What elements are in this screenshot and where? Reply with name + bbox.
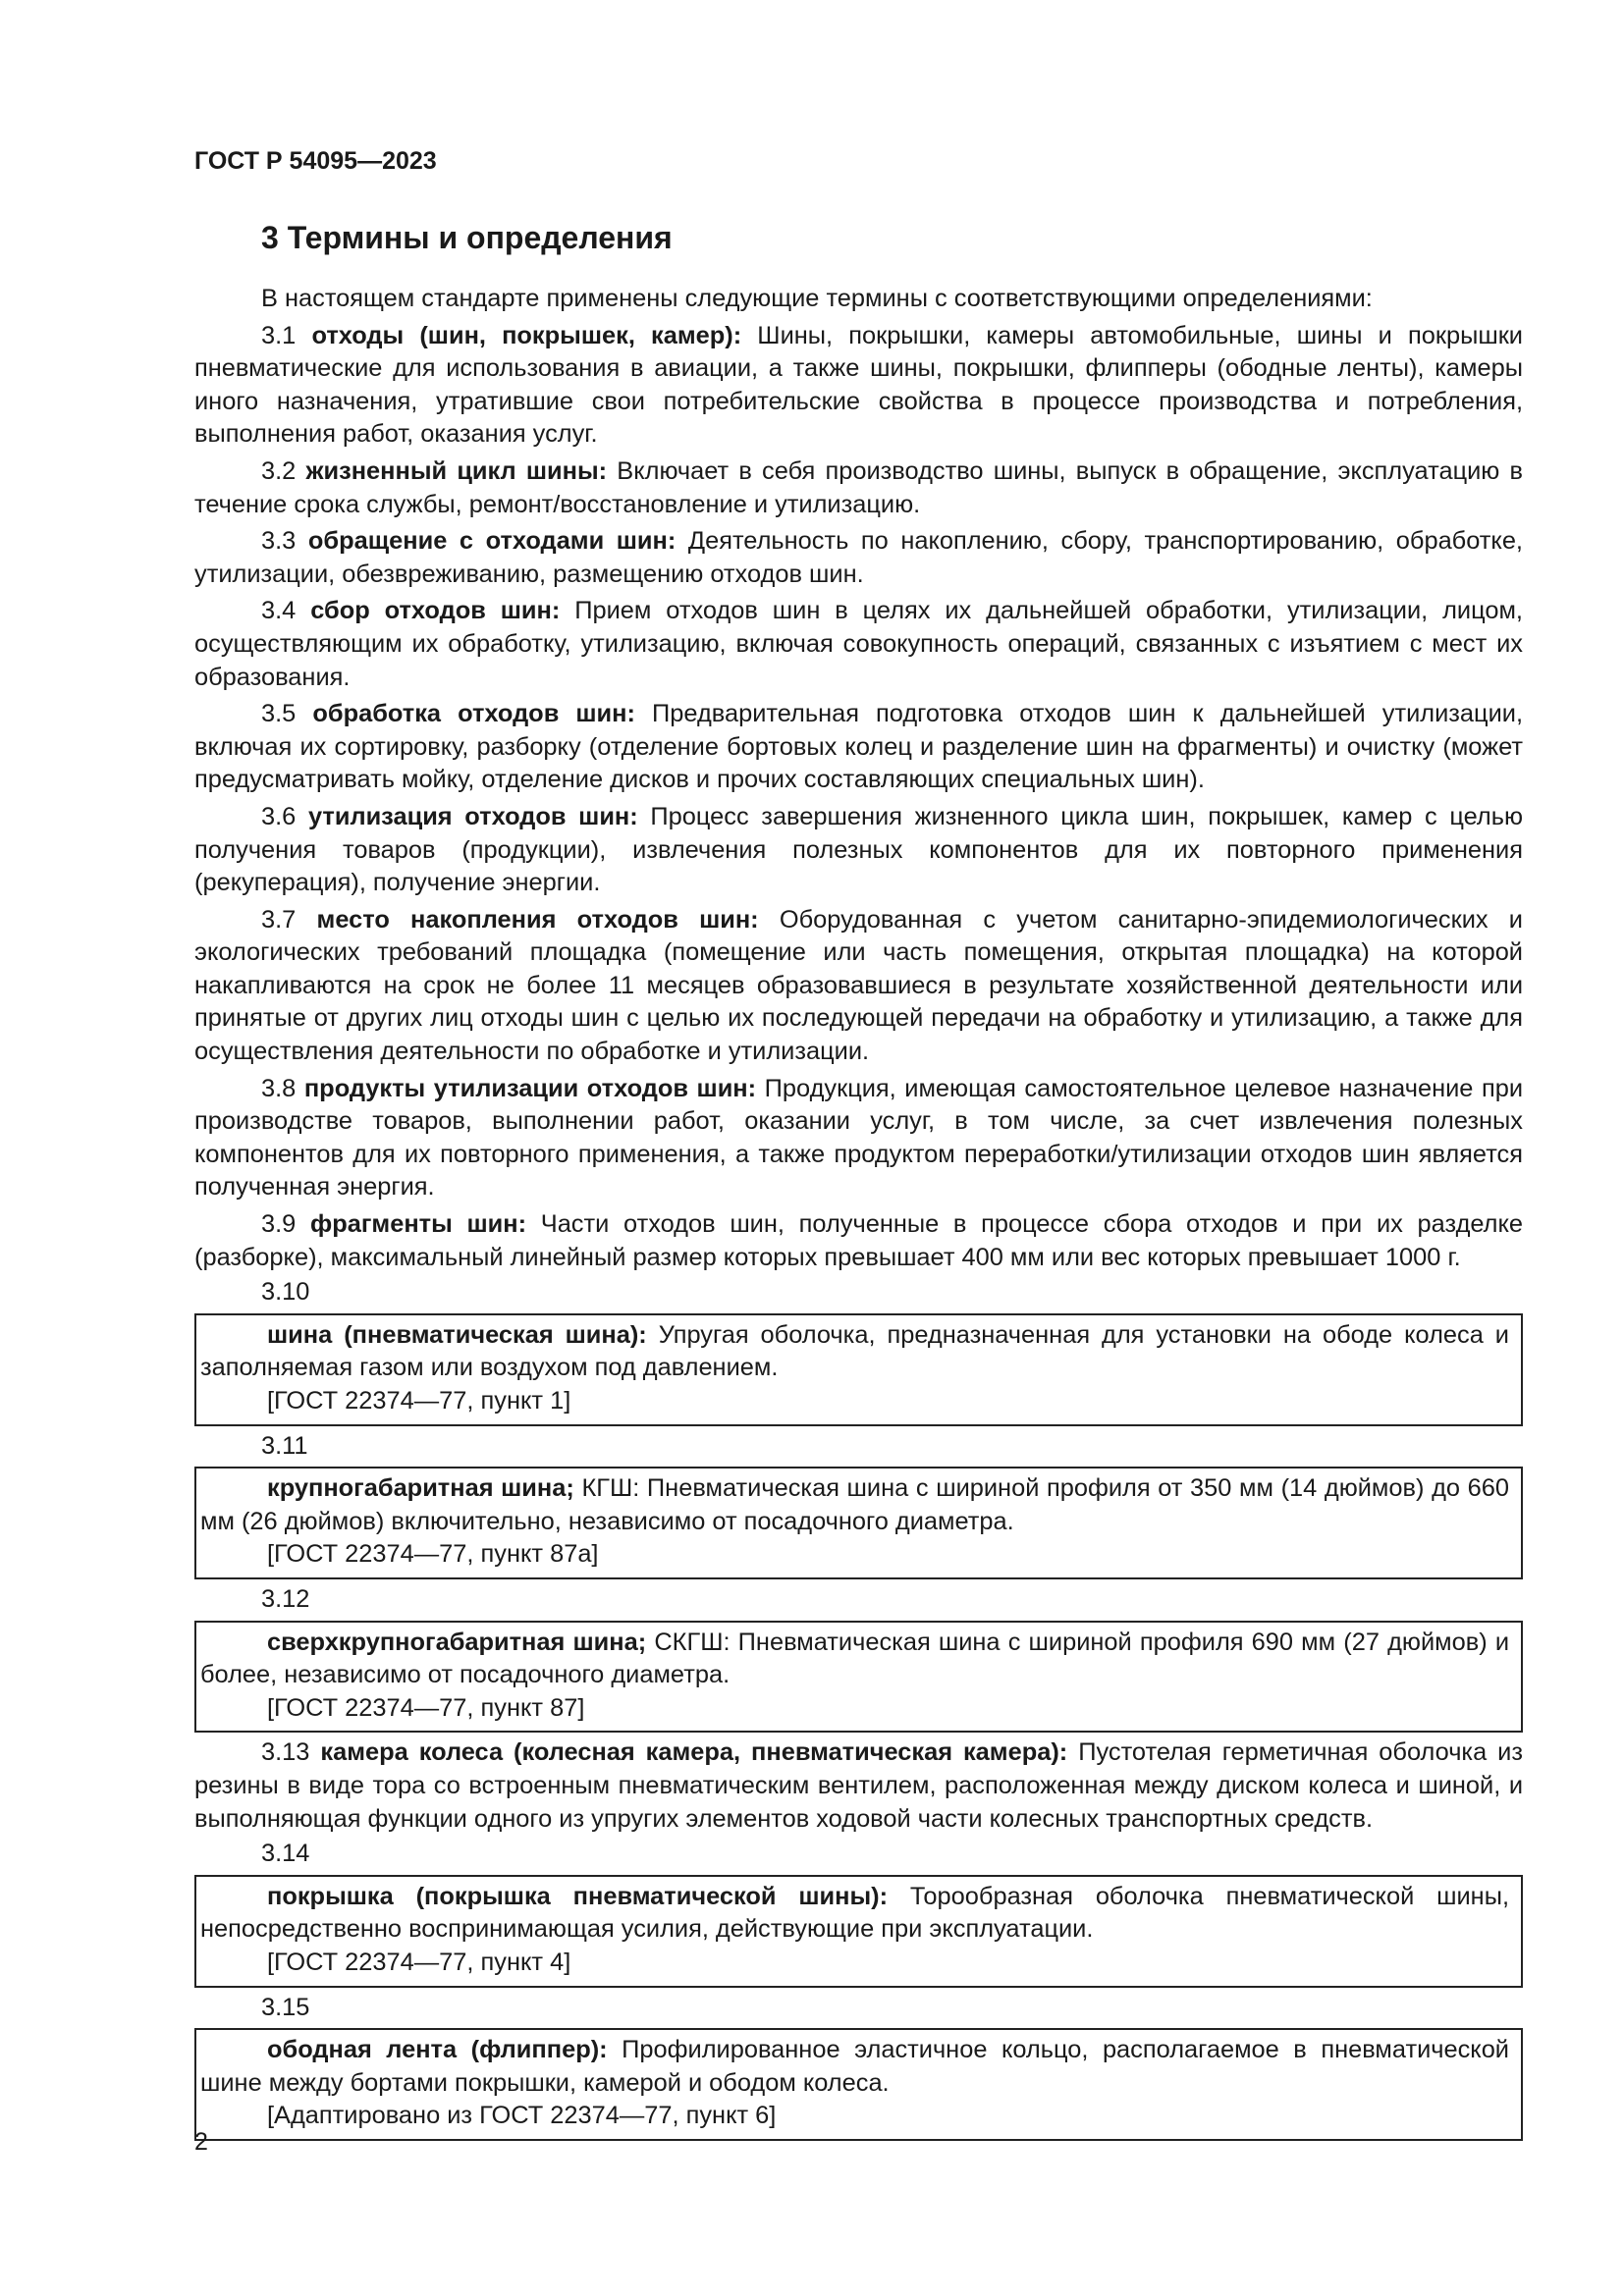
term-definition: Оборудованная с учетом санитарно-эпидемиологических и экологических требований площадка (помещение или часть помещения, открытая площадка) на которой накапливаются на срок не более 11 месяцев образовавшиеся в результате хозяйственной деятельности или принятые от других лиц отходы шин с целью их последующей передачи на обработку и утилизацию, а также для осуществления деятельности по обработке и утилизации. [194, 905, 1523, 1066]
term-definition: Шины, покрышки, камеры автомобильные, шины и покрышки пневматические для использования в авиации, а также шины, покрышки, флипперы (ободные ленты), камеры иного назначения, утратившие свои потребительские свойства в процессе производства и потребления, выполнения работ, оказания услуг. [194, 321, 1523, 449]
term-definition: Включает в себя производство шины, выпуск в обращение, эксплуатацию в течение срока службы, ремонт/восстановление и утилизацию. [194, 456, 1524, 518]
term-box-3-14 [194, 1875, 1523, 1988]
term-number-3-12: 3.12 [261, 1584, 310, 1613]
term-3-13-container [194, 1736, 1523, 1836]
term-number: 3.13 [261, 1738, 310, 1767]
boxed-terms-group-1 [194, 1276, 1523, 1733]
term-number: 3.7 [261, 905, 297, 934]
term-number: 3.4 [261, 597, 297, 625]
term-number-3-11: 3.11 [261, 1431, 308, 1460]
term-3-2 [194, 455, 1523, 521]
term-number: 3.8 [261, 1074, 297, 1102]
term-name: утилизация отходов шин: [307, 802, 638, 830]
term-3-7 [194, 904, 1523, 1069]
term-box-3-11 [194, 1467, 1523, 1579]
term-3-13 [194, 1736, 1523, 1836]
term-3-11 [200, 1472, 1509, 1538]
document-body [194, 218, 1523, 2145]
boxed-terms-group-2 [194, 1838, 1523, 2141]
term-source: [ГОСТ 22374—77, пункт 1] [267, 1387, 571, 1415]
term-3-9 [194, 1208, 1523, 1274]
term-name: камера колеса (колесная камера, пневматическая камера): [320, 1738, 1068, 1767]
term-box-3-12 [194, 1621, 1523, 1734]
term-source: [ГОСТ 22374—77, пункт 87] [267, 1693, 585, 1722]
term-3-5 [194, 698, 1523, 797]
term-number-3-15: 3.15 [261, 1993, 310, 2021]
document-header: ГОСТ Р 54095—2023 [194, 147, 437, 175]
term-number: 3.3 [261, 527, 297, 556]
term-name: шина (пневматическая шина): [267, 1320, 647, 1349]
term-name: отходы (шин, покрышек, камер): [311, 321, 742, 349]
terms-list [194, 320, 1523, 1275]
term-3-8 [194, 1073, 1523, 1204]
term-definition: КГШ: Пневматическая шина с шириной профиля от 350 мм (14 дюймов) до 660 мм (26 дюймов) включительно, независимо от посадочного диаметра. [200, 1474, 1509, 1535]
term-source: [ГОСТ 22374—77, пункт 87а] [267, 1540, 599, 1569]
term-number-3-10: 3.10 [261, 1278, 310, 1307]
term-name: место накопления отходов шин: [316, 905, 759, 934]
term-number: 3.2 [261, 456, 297, 485]
term-definition: Профилированное эластичное кольцо, располагаемое в пневматической шине между бортами покрышки, камерой и ободом колеса. [200, 2036, 1509, 2097]
term-definition: СКГШ: Пневматическая шина с шириной профиля 690 мм (27 дюймов) и более, независимо от посадочного диаметра. [200, 1628, 1510, 1689]
term-name: ободная лента (флиппер): [267, 2036, 608, 2064]
term-definition: Процесс завершения жизненного цикла шин, покрышек, камер с целью получения товаров (продукции), извлечения полезных компонентов для их повторного применения (рекуперация), получение энергии. [194, 802, 1523, 897]
section-title: 3 Термины и определения [261, 220, 673, 255]
term-definition: Упругая оболочка, предназначенная для установки на ободе колеса и заполняемая газом или воздухом под давлением. [200, 1320, 1509, 1382]
term-source: [Адаптировано из ГОСТ 22374—77, пункт 6] [267, 2102, 777, 2130]
term-source: [ГОСТ 22374—77, пункт 4] [267, 1948, 571, 1976]
page-number: 2 [194, 2128, 208, 2156]
term-name: обработка отходов шин: [312, 700, 635, 728]
intro-paragraph: В настоящем стандарте применены следующие термины с соответствующими определениями: [261, 285, 1373, 312]
term-3-10 [200, 1319, 1509, 1385]
term-number: 3.9 [261, 1210, 297, 1239]
term-name: продукты утилизации отходов шин: [303, 1074, 757, 1102]
term-definition: Пустотелая герметичная оболочка из резины в виде тора со встроенным пневматическим вентилем, расположенная между диском колеса и шиной, и выполняющая функции одного из упругих элементов ходовой части колесных транспортных средств. [194, 1738, 1523, 1833]
term-number-3-14: 3.14 [261, 1840, 310, 1868]
term-box-3-10 [194, 1313, 1523, 1426]
term-3-1 [194, 320, 1523, 452]
term-number: 3.1 [261, 321, 297, 349]
term-3-15 [200, 2034, 1509, 2100]
term-definition: Прием отходов шин в целях их дальнейшей обработки, утилизации, лицом, осуществляющим их обработку, утилизацию, включая совокупность операций, связанных с изъятием с мест их образования. [194, 597, 1523, 691]
term-name: сверхкрупногабаритная шина; [267, 1628, 647, 1656]
term-number: 3.5 [261, 700, 297, 728]
term-name: фрагменты шин: [310, 1210, 527, 1239]
term-name: обращение с отходами шин: [307, 527, 677, 556]
term-3-3 [194, 525, 1523, 591]
term-number: 3.6 [261, 802, 297, 830]
term-name: сбор отходов шин: [310, 597, 561, 625]
term-definition: Части отходов шин, полученные в процессе сбора отходов и при их разделке (разборке), максимальный линейный размер которых превышает 400 мм или вес которых превышает 1000 г. [194, 1210, 1523, 1271]
term-3-4 [194, 595, 1523, 694]
term-name: покрышка (покрышка пневматической шины): [267, 1882, 889, 1910]
term-definition: Продукция, имеющая самостоятельное целевое назначение при производстве товаров, выполнении работ, оказании услуг, в том числе, за счет извлечения полезных компонентов для их повторного применения, а также продуктом переработки/утилизации отходов шин является полученная энергия. [194, 1074, 1523, 1201]
term-definition: Деятельность по накоплению, сбору, транспортированию, обработке, утилизации, обезвреживанию, размещению отходов шин. [194, 527, 1523, 588]
term-definition: Предварительная подготовка отходов шин к дальнейшей утилизации, включая их сортировку, разборку (отделение бортовых колец и разделение шин на фрагменты) и очистку (может предусматривать мойку, отделение дисков и прочих составляющих специальных шин). [194, 700, 1524, 794]
term-name: крупногабаритная шина; [267, 1474, 574, 1503]
term-definition: Торообразная оболочка пневматической шины, непосредственно воспринимающая усилия, действующие при эксплуатации. [200, 1882, 1509, 1944]
term-3-14 [200, 1881, 1509, 1947]
term-3-12 [200, 1627, 1509, 1692]
term-name: жизненный цикл шины: [305, 456, 608, 485]
term-box-3-15 [194, 2028, 1523, 2141]
term-3-6 [194, 801, 1523, 900]
